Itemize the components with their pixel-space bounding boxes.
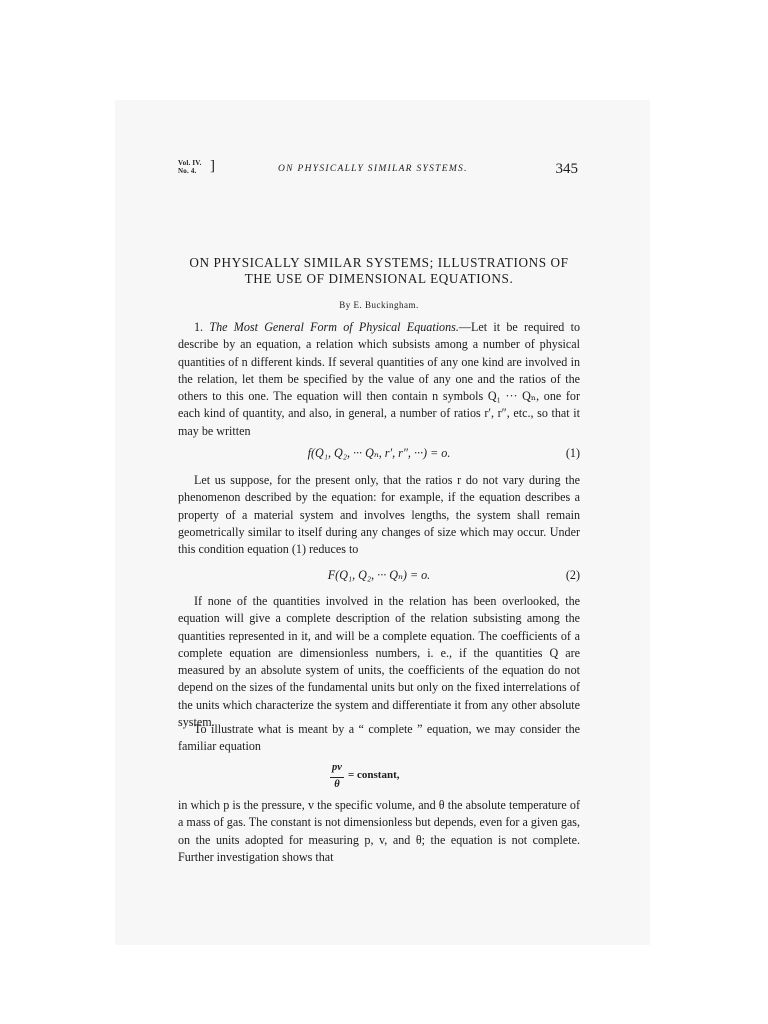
equation-2-number: (2) <box>565 568 580 582</box>
paragraph-2 <box>178 472 580 558</box>
equation-1-number: (1) <box>565 446 580 460</box>
equation-1-expression: f(Q₁, Q₂, ··· Qₙ, r′, r″, ···) = o. <box>307 446 451 460</box>
fraction-bar <box>330 777 344 778</box>
author-byline: By E. Buckingham. <box>339 300 419 310</box>
equation-2 <box>178 566 580 584</box>
paragraph-1 <box>178 319 580 440</box>
page-number: 345 <box>555 161 578 177</box>
issue-label: No. 4. <box>178 166 197 175</box>
volume-number <box>178 158 216 175</box>
paragraph-5 <box>178 797 580 866</box>
equation-rhs: = constant, <box>348 769 400 781</box>
fraction-denominator: θ <box>334 779 340 790</box>
paragraph-4-text: To illustrate what is meant by a “ complete ” equation, we may consider the familiar equation <box>178 722 580 754</box>
gas-law-equation <box>330 762 430 794</box>
paper-title <box>178 255 580 287</box>
title-line-1: ON PHYSICALLY SIMILAR SYSTEMS; ILLUSTRATIONS OF <box>189 255 569 270</box>
title-line-2: THE USE OF DIMENSIONAL EQUATIONS. <box>244 271 514 286</box>
paragraph-5-text: in which p is the pressure, v the specific volume, and θ the absolute temperature of a mass of gas. The constant is not dimensionless but depends, even for a given gas, on the units adopted for measuring p, v, and θ; the equation is not complete. Further investigation shows that <box>178 798 580 864</box>
running-title: ON PHYSICALLY SIMILAR SYSTEMS. <box>278 164 468 174</box>
section-heading: The Most General Form of Physical Equations. <box>209 320 459 334</box>
paragraph-1-text: —Let it be required to describe by an equation, a relation which subsists among a number of physical quantities of n different kinds. If several quantities of any one kind are involved in the relation, let them be specified by the value of any one and the ratios of the others to this one. The equation will then contain n symbols Q₁ ··· Qₙ, one for each kind of quantity, and also, in general, a number of ratios r′, r″, etc., so that it may be written <box>178 320 580 438</box>
paragraph-3 <box>178 593 580 731</box>
paragraph-3-text: If none of the quantities involved in the relation has been overlooked, the equation will give a complete description of the relation subsisting among the quantities represented in it, and will be a complete equation. The coefficients of a complete equation are dimensionless numbers, i. e., if the quantities Q are measured by an absolute system of units, the coefficients of the equation do not depend on the sizes of the fundamental units but only on the fixed interrelations of the units which characterize the system and differentiate it from any other absolute system. <box>178 594 580 730</box>
running-header <box>178 160 580 184</box>
bracket: ] <box>210 158 216 174</box>
equation-1 <box>178 444 580 462</box>
equation-2-expression: F(Q₁, Q₂, ··· Qₙ) = o. <box>327 568 431 582</box>
paragraph-4 <box>178 721 580 756</box>
volume-label: Vol. IV. <box>178 159 202 167</box>
paragraph-2-text: Let us suppose, for the present only, that the ratios r do not vary during the phenomenon described by the equation: for example, if the equation describes a property of a material system and involves lengths, the system shall remain geometrically similar to itself during any changes of size which may occur. Under this condition equation (1) reduces to <box>178 473 580 557</box>
fraction-numerator: pv <box>332 762 342 773</box>
section-number: 1. <box>194 320 204 334</box>
